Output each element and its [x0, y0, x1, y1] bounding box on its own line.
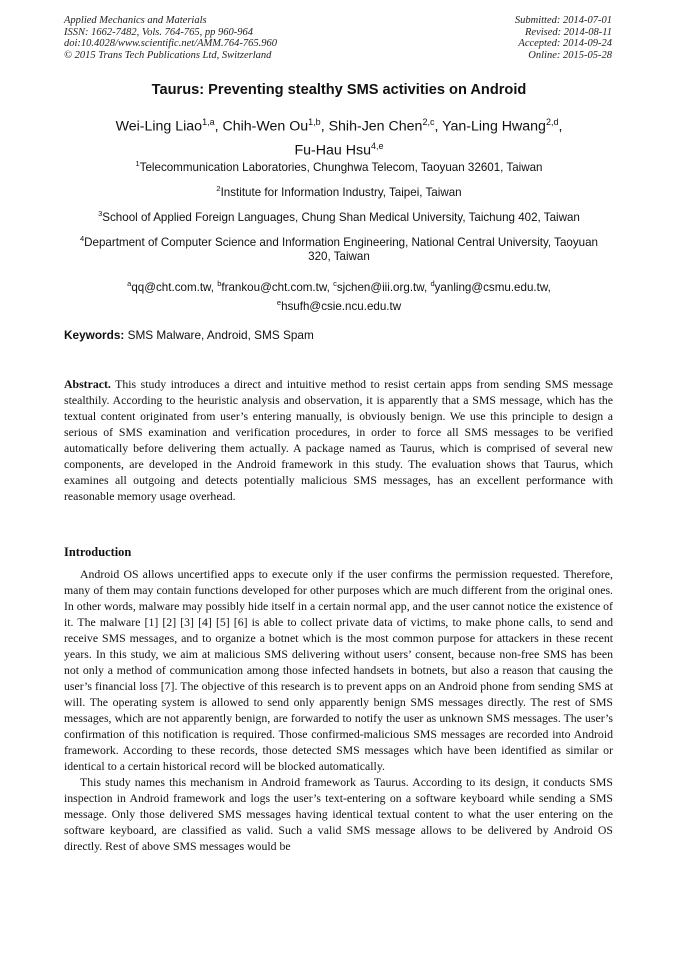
affiliation: [40, 231, 638, 265]
abstract-paragraph: [64, 376, 613, 504]
email-list: $^a$qq@cht.com.tw, $^b$frankou@cht.com.tw, $^c$sjchen@iii.org.tw, $^d$yanling@csmu.edu.tw, $^e$hsufh@csie.ncu.edu.tw: [127, 279, 551, 313]
email-link[interactable]: qq@cht.com.tw: [131, 280, 211, 294]
affiliation: [40, 181, 638, 200]
affiliation-text: Department of Computer Science and Information Engineering, National Central University, Taoyuan 320, Taiwan: [84, 235, 598, 264]
email-link[interactable]: frankou@cht.com.tw: [221, 280, 327, 294]
affiliation-text: Telecommunication Laboratories, Chunghwa Telecom, Taoyuan 32601, Taiwan: [139, 160, 543, 174]
copyright-line: © 2015 Trans Tech Publications Ltd, Switzerland: [64, 49, 272, 61]
author-name: Chih-Wen Ou: [222, 118, 309, 135]
email-link[interactable]: hsufh@csie.ncu.edu.tw: [281, 299, 402, 313]
keywords-text: SMS Malware, Android, SMS Spam: [127, 328, 314, 342]
revised-date: Revised: 2014-08-11: [525, 26, 612, 38]
intro-paragraph: Android OS allows uncertified apps to execute only if the user confirms the permission requested. Therefore, many of them may contain functions developed for other purposes which are much different from the original ones. In other words, malware may possibly hide itself in a certain normal app, and the user cannot notice the existence of it. The malware [1] [2] [3] [4] [5] [6] is able to collect private data of victims, to make phone calls, to send and receive SMS messages, and to organize a botnet which is the most common purpose for attackers in these recent years. In this study, we aim at malicious SMS delivering without users’ consent, because non-free SMS has been not only a method of communication among those infected handsets in botnets, but also a reason that causing the user’s financial loss [7]. The objective of this research is to prevent apps on an Android phone from sending SMS at will. The operating system is allowed to send only apparently benign SMS messages directly. The rest of SMS messages, which are not apparently benign, are forwarded to notify the user as unknown SMS messages. The user’s confirmation of this notification is required. Those confirmed-malicious SMS messages are recorded into Android framework. According to these records, those detected SMS messages which have been identified as similar or identical to a certain historical record will be blocked automatically.: [64, 567, 613, 773]
email-sup: d: [430, 279, 435, 288]
abstract-label: Abstract.: [64, 377, 111, 391]
journal-name: Applied Mechanics and Materials: [64, 15, 207, 26]
journal-info: [64, 15, 277, 61]
email-sup: b: [217, 279, 222, 288]
abstract-text: This study introduces a direct and intuitive method to resist certain apps from sending SMS message stealthily. According to the heuristic analysis and observation, it is apparently that a SMS message, which has the textual content originated from user’s entering manually, is obviously benign. We use this principle to design a serious of SMS examination and verification procedures, in order to force all SMS messages to be verified automatically before delivering them actually. A package named as Taurus, which is comprised of several new components, are developed in the Android framework in this study. The evaluation shows that Taurus, which examines all outgoing and detects potentially malicious SMS messages, has an excellent performance with reasonable memory usage overhead.: [64, 377, 613, 503]
affiliation: [40, 156, 638, 175]
keywords-line: [64, 328, 314, 343]
affiliation-sup: 3: [98, 208, 103, 218]
doi-line: doi:10.4028/www.scientific.net/AMM.764-765.960: [64, 38, 277, 49]
issn-line: ISSN: 1662-7482, Vols. 764-765, pp 960-964: [64, 26, 253, 38]
author-sup: 2,c: [422, 117, 435, 127]
email-sup: c: [333, 279, 337, 288]
author-name: Fu-Hau Hsu: [294, 142, 371, 159]
author-sup: 1,a: [202, 117, 215, 127]
affiliation-sup: 4: [79, 233, 85, 243]
author-name: Wei-Ling Liao: [115, 118, 203, 135]
intro-paragraph: This study names this mechanism in Android framework as Taurus. According to its design, it conducts SMS inspection in Android framework and logs the user’s text-entering on a software keyboard while sending a SMS message. Only those delivered SMS messages having identical textual content to what the user entering on the software keyboard, are classified as valid. Such a valid SMS message allows to be delivered by Android OS directly. Rest of above SMS messages would be: [64, 775, 613, 853]
author-name: Shih-Jen Chen: [328, 118, 423, 135]
affiliation-list: [40, 156, 638, 270]
affiliation-text: Institute for Information Industry, Taipei, Taiwan: [220, 185, 462, 199]
affiliation: [40, 206, 638, 225]
submitted-date: Submitted: 2014-07-01: [514, 15, 612, 26]
introduction-heading: Introduction: [64, 545, 132, 559]
affiliation-sup: 2: [216, 183, 221, 193]
author-sup: 1,b: [308, 117, 321, 127]
online-date: Online: 2015-05-28: [528, 49, 612, 61]
author-sup: 4,e: [370, 141, 384, 152]
affiliation-text: School of Applied Foreign Languages, Chung Shan Medical University, Taichung 402, Taiwan: [102, 210, 580, 224]
accepted-date: Accepted: 2014-09-24: [518, 38, 612, 49]
keywords-label: Keywords:: [64, 328, 125, 342]
email-link[interactable]: sjchen@iii.org.tw: [336, 280, 424, 294]
email-sup: e: [276, 297, 282, 307]
author-sup: 2,d: [545, 117, 559, 127]
dates-info: [515, 15, 612, 61]
introduction-body: [64, 566, 613, 854]
paper-title: Taurus: Preventing stealthy SMS activities on Android: [151, 82, 527, 98]
author-list: Wei-Ling Liao$^{1,a}$, Chih-Wen Ou$^{1,b}$, Shih-Jen Chen$^{2,c}$, Yan-Ling Hwang$^{2,d}$, Fu-Hau Hsu$^{4,e}$: [115, 117, 563, 159]
author-name: Yan-Ling Hwang: [442, 118, 546, 135]
affiliation-sup: 1: [135, 159, 140, 168]
email-sup: a: [127, 279, 132, 288]
email-link[interactable]: yanling@csmu.edu.tw: [434, 280, 548, 294]
